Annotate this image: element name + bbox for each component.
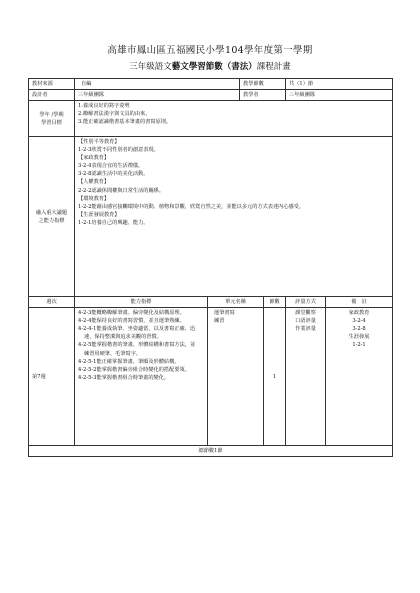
periods-value: 共（1）節 (286, 79, 393, 90)
col-periods-header: 節數 (264, 297, 286, 308)
assessment-item: 口語評量 (295, 318, 316, 325)
total-periods: 總節數1節 (29, 446, 393, 457)
week-cell: 第7週 (29, 308, 75, 446)
integration-row (29, 137, 393, 297)
objectives-label (29, 101, 75, 137)
indicator-line: 4-2-4-1能養成執筆、坐姿適當，以及書寫正確、迅 (78, 326, 196, 333)
col-week-header: 週次 (29, 297, 75, 308)
col-unit-header: 單元名稱 (208, 297, 264, 308)
col-indicators-header: 能力指標 (75, 297, 208, 308)
issue-heading: 【家政教育】 (78, 155, 110, 162)
subtitle-suffix: 課程計畫 (256, 62, 291, 72)
indicator-line: 4-2-5-2能掌握楷書偏旁組合時變化的搭配要領。 (78, 366, 190, 373)
assessment-item: 課堂觀察 (295, 310, 316, 317)
indicator-line: 4-2-4能保持良好的書寫習慣，並且運筆熟練。 (78, 318, 185, 325)
objectives-label-line: 學習目標 (41, 119, 62, 126)
issue-heading: 【人權教育】 (78, 179, 110, 186)
objective-item: 2.瞭解書法漢字與文具的由來。 (78, 111, 151, 118)
textbook-value: 自編 (75, 79, 240, 90)
teacher-value: 三年級團隊 (286, 90, 393, 101)
note-item: 生涯發展 (348, 334, 370, 341)
page-title: 高雄市鳳山區五福國民小學104學年度第一學期 (107, 45, 313, 56)
info-row-2 (29, 90, 393, 101)
periods-label: 教學節數 (240, 79, 286, 90)
unit-name-line: 運筆書寫 (214, 310, 235, 317)
unit-cell (208, 308, 264, 446)
objectives-content (75, 101, 393, 137)
indicators-cell (75, 308, 208, 446)
indicator-line: 4-2-5能掌握楷書的筆畫、形體結構和書寫方法，並 (78, 342, 196, 349)
integration-content (75, 137, 393, 297)
issue-indicator: 3-2-8認識生活中的美化活動。 (78, 171, 149, 178)
designer-value: 三年級團隊 (75, 90, 240, 101)
indicator-line: 4-2-5-3能掌握楷書組合時筆畫的變化。 (78, 374, 170, 381)
issue-indicator: 3-2-4表現合宜的生活禮儀。 (78, 163, 144, 170)
indicator-line: 速，保持整潔與追求美觀的習慣。 (84, 334, 162, 341)
note-item: 家政教育 (348, 310, 370, 317)
integration-label (29, 137, 75, 297)
assessment-cell (286, 308, 326, 446)
objective-item: 1.養成良好的寫字姿勢 (78, 103, 130, 110)
note-item: 3-2-8 (352, 326, 366, 333)
indicator-line: 4-2-5-1能正確掌握筆畫、筆順及形體結構。 (78, 358, 180, 365)
course-plan-table (28, 78, 393, 457)
schedule-header-row (29, 297, 393, 308)
subtitle-emphasis: 藝文學習節數（書法） (171, 62, 257, 72)
lesson-plan-page (28, 0, 392, 457)
objectives-row (29, 101, 393, 137)
issue-heading: 【環境教育】 (78, 195, 110, 202)
issue-indicator: 1-2-2能藉由感官接觸環境中的動、植物和景觀，欣賞自然之美，並能以多元的方式表達內心感受。 (78, 203, 305, 210)
page-subtitle (28, 60, 392, 72)
issue-indicator: 1-2-1培養自己的興趣、能力。 (78, 219, 149, 226)
subtitle-prefix: 三年級語文 (129, 62, 172, 72)
issue-heading: 【性別平等教育】 (78, 139, 120, 146)
integration-label-line: 融入重大議題 (35, 209, 68, 216)
indicator-line: 練習用硬筆、毛筆寫字。 (84, 350, 142, 357)
indicator-line: 4-2-3能概略瞭解筆畫、偏旁變化及結構原理。 (78, 310, 185, 317)
objective-item: 3.能正確認識楷書基本筆畫的書寫原則。 (78, 119, 172, 126)
objectives-label-line: 學年 /學期 (39, 111, 64, 118)
textbook-label: 教材來源 (29, 79, 75, 90)
issue-heading: 【生涯發展教育】 (78, 211, 120, 218)
unit-name-line: 練習 (214, 318, 225, 325)
assessment-item: 作業評量 (295, 326, 316, 333)
teacher-label: 教學者 (240, 90, 286, 101)
periods-cell: 1 (264, 308, 286, 446)
issue-indicator: 1-2-3欣賞不同性別者的創意表現。 (78, 147, 159, 154)
col-assessment-header: 評量方式 (286, 297, 326, 308)
designer-label: 設計者 (29, 90, 75, 101)
schedule-row (29, 308, 393, 446)
note-item: 3-2-4 (352, 318, 366, 325)
integration-label-line: 之能力指標 (38, 217, 65, 224)
note-cell (326, 308, 393, 446)
total-row (29, 446, 393, 457)
info-row-1 (29, 79, 393, 90)
note-item: 1-2-1 (352, 342, 366, 349)
issue-indicator: 2-2-2認識休閒權與日常生活的關係。 (78, 187, 165, 194)
col-note-header: 備 註 (326, 297, 393, 308)
